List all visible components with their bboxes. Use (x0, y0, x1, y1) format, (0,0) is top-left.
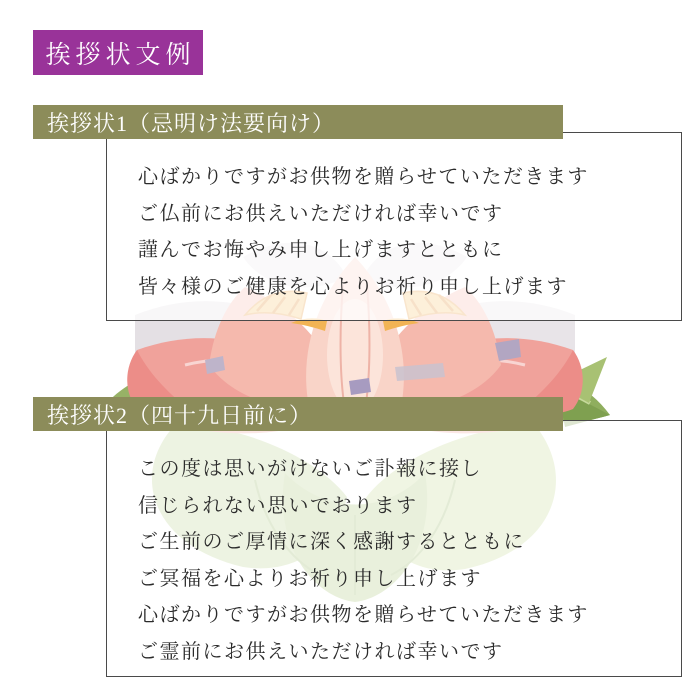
greeting-line: ご生前のご厚情に深く感謝するとともに (138, 531, 525, 553)
greeting-line: ご冥福を心よりお祈り申し上げます (138, 567, 482, 590)
greeting-line: 信じられない思いでおります (138, 494, 418, 517)
page-title: 挨拶状文例 (33, 30, 203, 75)
greeting-line: 心ばかりですがお供物を贈らせていただきます (138, 604, 589, 626)
greeting-line: この度は思いがけないご訃報に接し (138, 458, 482, 480)
greeting-line: 皆々様のご健康を心よりお祈り申し上げます (138, 275, 568, 298)
greeting-line: 心ばかりですがお供物を贈らせていただきます (138, 166, 589, 188)
section-heading-2: 挨拶状2（四十九日前に） (33, 397, 563, 431)
greeting-line: ご仏前にお供えいただければ幸いです (138, 202, 504, 225)
greeting-box-1 (106, 132, 682, 321)
greeting-line: ご霊前にお供えいただければ幸いです (138, 640, 504, 663)
greeting-line: 謹んでお悔やみ申し上げますとともに (138, 239, 504, 261)
greeting-box-2 (106, 420, 682, 677)
section-heading-1: 挨拶状1（忌明け法要向け） (33, 105, 563, 139)
